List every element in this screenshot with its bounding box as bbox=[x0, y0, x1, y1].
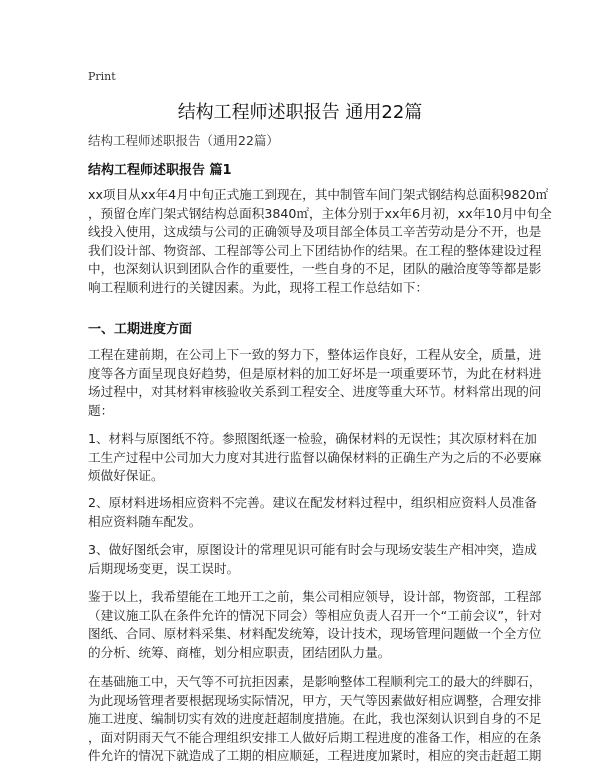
text-line: 件允许的情况下就造成了工期的相应顺延，工程进度加紧时，相应的突击赶超工期 bbox=[88, 748, 542, 764]
text-line: xx项目从xx年4月中旬正式施工到现在，其中制管车间门架式钢结构总面积9820㎡ bbox=[88, 187, 549, 202]
list-item-3 bbox=[88, 541, 537, 578]
text-line: 场过程中，对其材料审核验收关系到工程安全、进度等重大环节。材料常出现的问 bbox=[88, 384, 542, 400]
text-line: 的分析、统筹、商榷，划分相应职责，团结团队力量。 bbox=[88, 644, 391, 660]
text-line: 中，也深刻认识到团队合作的重要性，一些自身的不足，团队的融洽度等等都是影 bbox=[88, 261, 542, 277]
text-line: ，面对阴雨天气不能合理组织安排工人做好后期工程进度的准备工作，相应的在条 bbox=[88, 729, 542, 745]
meeting-paragraph bbox=[88, 588, 542, 662]
text-line: 线投入使用，这成绩与公司的正确领导及项目部全体员工辛苦劳动是分不开，也是 bbox=[88, 224, 542, 240]
text-line: 后期现场变更，误工误时。 bbox=[88, 560, 240, 576]
intro-paragraph bbox=[88, 186, 552, 298]
progress-paragraph bbox=[88, 346, 541, 420]
page-title: 结构工程师述职报告 通用22篇 bbox=[177, 102, 423, 123]
weather-paragraph bbox=[88, 673, 541, 766]
subheading-progress: 一、工期进度方面 bbox=[88, 322, 193, 337]
list-item-2 bbox=[88, 494, 537, 531]
document-subtitle: 结构工程师述职报告（通用22篇） bbox=[88, 133, 279, 148]
list-item-1 bbox=[88, 430, 541, 486]
text-line: 图纸、合同、原材料采集、材料配发统筹，设计技术，现场管理问题做一个全方位 bbox=[88, 626, 542, 642]
text-line: 烦做好保证。 bbox=[88, 468, 164, 484]
text-line: 在基础施工中，天气等不可抗拒因素，是影响整体工程顺利完工的最大的绊脚石， bbox=[88, 674, 542, 689]
text-line: 我们设计部、物资部、工程部等公司上下团结协作的结果。在工程的整体建设过程 bbox=[88, 242, 542, 258]
text-line: 响工程顺利进行的关键因素。为此，现将工程工作总结如下： bbox=[88, 279, 429, 295]
text-line: 鉴于以上，我希望能在工地开工之前，集公司相应领导，设计部，物资部，工程部 bbox=[88, 589, 542, 604]
text-line: （建议施工队在条件允许的情况下同会）等相应负责人召开一个“工前会议”，针对 bbox=[88, 607, 542, 623]
text-line: 1、材料与原图纸不符。参照图纸逐一检验，确保材料的无误性；其次原材料在加 bbox=[88, 431, 537, 446]
text-line: 度等各方面呈现良好趋势，但是原材料的加工好坏是一项重要环节，为此在材料进 bbox=[88, 365, 542, 381]
text-line: 3、做好图纸会审，原图设计的常理见识可能有时会与现场安装生产相冲突，造成 bbox=[88, 542, 537, 557]
text-line: 工生产过程中公司加大力度对其进行监督以确保材料的正确生产为之后的不必要麻 bbox=[88, 449, 542, 465]
print-link[interactable]: Print bbox=[88, 70, 116, 83]
text-line: 2、原材料进场相应资料不完善。建议在配发材料过程中，组织相应资料人员准备 bbox=[88, 495, 537, 510]
section-heading: 结构工程师述职报告 篇1 bbox=[88, 163, 232, 178]
text-line: ，预留仓库门架式钢结构总面积3840㎡，主体分别于xx年6月初，xx年10月中旬全 bbox=[88, 205, 552, 221]
text-line: 为此现场管理者要根据现场实际情况，甲方，天气等因素做好相应调整，合理安排 bbox=[88, 692, 542, 708]
text-line: 工程在建前期，在公司上下一致的努力下，整体运作良好，工程从安全，质量，进 bbox=[88, 347, 542, 362]
text-line: 题： bbox=[88, 402, 114, 418]
text-line: 相应资料随车配发。 bbox=[88, 513, 202, 529]
text-line: 施工进度、编制切实有效的进度赶超制度措施。在此，我也深刻认识到自身的不足 bbox=[88, 711, 542, 727]
